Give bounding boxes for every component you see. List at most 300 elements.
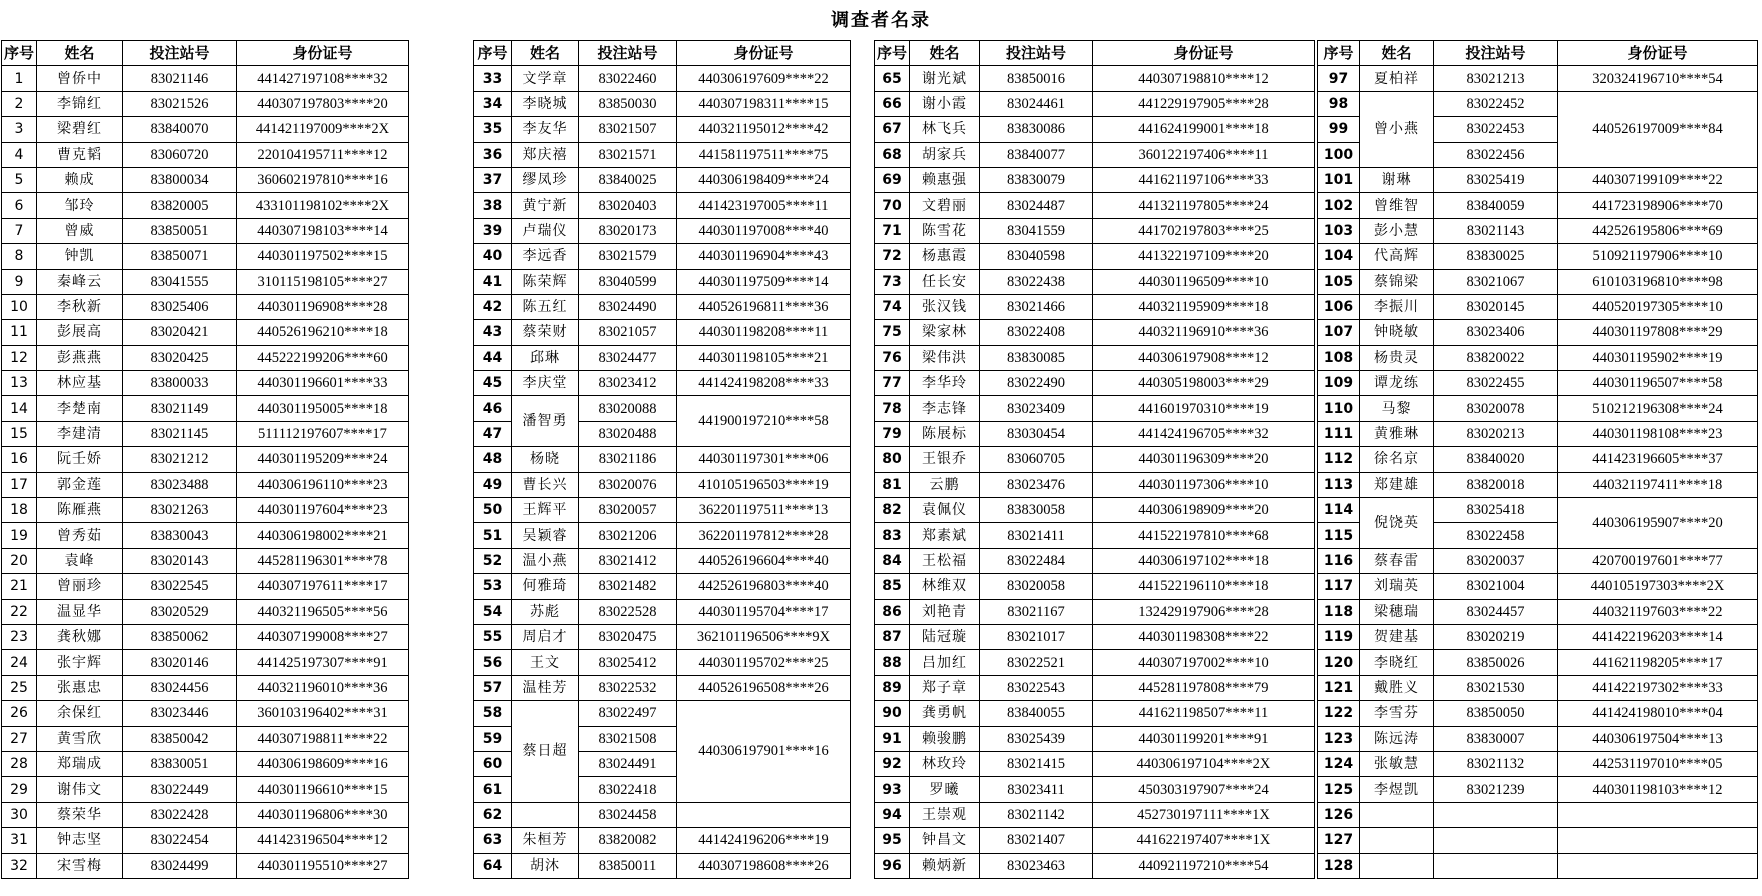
cell-seq: 87 [875,624,910,649]
cell-seq: 104 [1318,244,1360,269]
cell-id-number: 440307198811****22 [237,726,409,751]
cell-station: 83840077 [980,142,1093,167]
cell-name: 黄雪欣 [37,726,123,751]
table-row [875,599,1315,624]
table-row [875,447,1315,472]
cell-seq: 37 [474,167,512,192]
table-row [875,624,1315,649]
cell-id-number: 440526196210****18 [237,320,409,345]
cell-name: 李志锋 [910,396,980,421]
cell-name: 张宇辉 [37,650,123,675]
table-row [2,294,409,319]
cell-seq: 80 [875,447,910,472]
table-row [875,167,1315,192]
cell-id-number: 220104195711****12 [237,142,409,167]
cell-id-number: 445281196301****78 [237,548,409,573]
cell-name [512,802,579,827]
cell-id-number: 441427197108****32 [237,66,409,91]
cell-station: 83850050 [1434,701,1558,726]
table-row [1318,91,1758,116]
cell-seq: 96 [875,853,910,878]
cell-seq: 94 [875,802,910,827]
cell-station: 83021143 [1434,218,1558,243]
table-row [474,802,851,827]
table-row [875,294,1315,319]
cell-name: 文学章 [512,66,579,91]
table-row [1318,447,1758,472]
cell-station: 83025412 [579,650,677,675]
cell-name: 龚勇帆 [910,701,980,726]
table-row [1318,244,1758,269]
cell-station: 83850016 [980,66,1093,91]
cell-seq: 16 [2,447,37,472]
table-row [2,167,409,192]
cell-id-number: 441425197307****91 [237,650,409,675]
cell-seq: 32 [2,853,37,878]
cell-station: 83024477 [579,345,677,370]
table-row [474,650,851,675]
cell-seq: 106 [1318,294,1360,319]
cell-name: 蔡春雷 [1360,548,1434,573]
cell-name: 李建清 [37,421,123,446]
cell-station: 83022484 [980,548,1093,573]
cell-name: 赖惠强 [910,167,980,192]
table-row [2,523,409,548]
cell-name: 余保红 [37,701,123,726]
cell-id-number: 441723198906****70 [1558,193,1758,218]
cell-seq: 25 [2,675,37,700]
table-row [875,218,1315,243]
cell-station: 83021526 [123,91,237,116]
cell-id-number: 440301195702****25 [677,650,851,675]
table-row [2,142,409,167]
cell-id-number: 441423197005****11 [677,193,851,218]
header-seq: 序号 [474,41,512,66]
cell-station: 83021212 [123,447,237,472]
cell-station: 83020145 [1434,294,1558,319]
cell-id-number: 440321196010****36 [237,675,409,700]
cell-id-number: 441322197109****20 [1093,244,1315,269]
cell-id-number: 440307198103****14 [237,218,409,243]
cell-seq: 52 [474,548,512,573]
cell-station: 83021482 [579,574,677,599]
cell-station: 83021412 [579,548,677,573]
cell-seq: 15 [2,421,37,446]
cell-station: 83020173 [579,218,677,243]
cell-station: 83023476 [980,472,1093,497]
cell-name: 赖成 [37,167,123,192]
cell-id-number: 441621198507****11 [1093,701,1315,726]
cell-name: 吕加红 [910,650,980,675]
cell-station [1434,853,1558,878]
cell-id-number: 510921197906****10 [1558,244,1758,269]
table-row [1318,701,1758,726]
table-row [1318,193,1758,218]
cell-name: 胡家兵 [910,142,980,167]
cell-seq: 108 [1318,345,1360,370]
cell-id-number: 440301198105****21 [677,345,851,370]
cell-seq: 73 [875,269,910,294]
table-row [474,548,851,573]
cell-seq: 14 [2,396,37,421]
cell-station: 83020057 [579,498,677,523]
table-row [1318,650,1758,675]
table-row [875,802,1315,827]
cell-id-number: 440301196309****20 [1093,447,1315,472]
table-header-row [2,41,409,66]
cell-id-number: 441601970310****19 [1093,396,1315,421]
cell-station: 83850051 [123,218,237,243]
cell-id-number: 440301197509****14 [677,269,851,294]
table-row [474,574,851,599]
cell-name: 曾丽珍 [37,574,123,599]
cell-station: 83830058 [980,498,1093,523]
cell-name: 徐名京 [1360,447,1434,472]
cell-name: 王辉平 [512,498,579,523]
cell-station: 83840025 [579,167,677,192]
table-row [474,117,851,142]
cell-id-number: 440301197604****23 [237,498,409,523]
cell-station: 83021142 [980,802,1093,827]
cell-name: 陆冠璇 [910,624,980,649]
cell-id-number: 360602197810****16 [237,167,409,192]
cell-station: 83023446 [123,701,237,726]
cell-station: 83023406 [1434,320,1558,345]
table-row [1318,624,1758,649]
table-row [474,472,851,497]
table-row [875,498,1315,523]
cell-station: 83021067 [1434,269,1558,294]
cell-name: 谢光斌 [910,66,980,91]
cell-station: 83023409 [980,396,1093,421]
cell-id-number: 442526195806****69 [1558,218,1758,243]
cell-seq: 128 [1318,853,1360,878]
table-row [1318,218,1758,243]
cell-station: 83020421 [123,320,237,345]
cell-station: 83820082 [579,828,677,853]
table-row [2,447,409,472]
cell-station: 83850042 [123,726,237,751]
cell-seq: 121 [1318,675,1360,700]
cell-id-number: 440301195704****17 [677,599,851,624]
cell-id-number: 440306198409****24 [677,167,851,192]
cell-seq: 51 [474,523,512,548]
cell-station: 83020088 [579,396,677,421]
cell-station: 83024456 [123,675,237,700]
cell-seq: 100 [1318,142,1360,167]
cell-name: 林应基 [37,371,123,396]
cell-name: 梁穗瑞 [1360,599,1434,624]
cell-name: 李晓红 [1360,650,1434,675]
table-row [875,142,1315,167]
header-name: 姓名 [1360,41,1434,66]
cell-station: 83023412 [579,371,677,396]
cell-name: 王文 [512,650,579,675]
cell-seq: 20 [2,548,37,573]
cell-seq: 71 [875,218,910,243]
cell-id-number: 440306197504****13 [1558,726,1758,751]
cell-station: 83022418 [579,777,677,802]
cell-name: 李远香 [512,244,579,269]
cell-station: 83820018 [1434,472,1558,497]
table-row [474,396,851,421]
cell-id-number: 440321196910****36 [1093,320,1315,345]
cell-station: 83850062 [123,624,237,649]
cell-name: 郑瑞成 [37,751,123,776]
cell-seq: 89 [875,675,910,700]
cell-id-number: 511112197607****17 [237,421,409,446]
header-id: 身份证号 [677,41,851,66]
cell-id-number: 440306195907****20 [1558,498,1758,549]
cell-id-number: 440321197603****22 [1558,599,1758,624]
cell-name: 曹长兴 [512,472,579,497]
table-row [474,218,851,243]
cell-id-number: 440301195902****19 [1558,345,1758,370]
cell-id-number: 440301198208****11 [677,320,851,345]
table-row [2,650,409,675]
cell-id-number: 441624199001****18 [1093,117,1315,142]
cell-name: 王松福 [910,548,980,573]
cell-name: 谢伟文 [37,777,123,802]
cell-name: 陈五红 [512,294,579,319]
cell-station: 83022449 [123,777,237,802]
table-row [875,523,1315,548]
cell-seq: 46 [474,396,512,421]
cell-seq: 22 [2,599,37,624]
cell-name: 李华玲 [910,371,980,396]
cell-seq: 123 [1318,726,1360,751]
cell-name: 陈荣辉 [512,269,579,294]
cell-name: 李雪芬 [1360,701,1434,726]
cell-seq: 97 [1318,66,1360,91]
table-row [1318,294,1758,319]
cell-seq: 63 [474,828,512,853]
cell-station: 83022528 [579,599,677,624]
cell-id-number: 362201197511****13 [677,498,851,523]
cell-station: 83800034 [123,167,237,192]
cell-station: 83023411 [980,777,1093,802]
cell-station: 83022456 [1434,142,1558,167]
cell-id-number: 440307199109****22 [1558,167,1758,192]
cell-seq: 55 [474,624,512,649]
cell-name: 郑庆禧 [512,142,579,167]
cell-station: 83022543 [980,675,1093,700]
cell-seq: 90 [875,701,910,726]
cell-id-number: 610103196810****98 [1558,269,1758,294]
cell-station: 83030454 [980,421,1093,446]
table-row [474,66,851,91]
cell-station: 83840055 [980,701,1093,726]
table-row [474,371,851,396]
cell-id-number: 441423196605****37 [1558,447,1758,472]
cell-name: 李晓城 [512,91,579,116]
cell-seq: 21 [2,574,37,599]
cell-seq: 69 [875,167,910,192]
cell-name: 钟昌文 [910,828,980,853]
cell-station: 83840059 [1434,193,1558,218]
table-row [2,777,409,802]
cell-id-number: 440307198608****26 [677,853,851,878]
cell-station: 83022497 [579,701,677,726]
cell-station: 83850026 [1434,650,1558,675]
cell-station: 83021145 [123,421,237,446]
table-row [2,472,409,497]
cell-seq: 26 [2,701,37,726]
cell-seq: 70 [875,193,910,218]
header-id: 身份证号 [237,41,409,66]
cell-id-number: 441421197009****2X [237,117,409,142]
cell-station: 83025419 [1434,167,1558,192]
table-row [875,726,1315,751]
cell-seq: 126 [1318,802,1360,827]
cell-station: 83024499 [123,853,237,878]
cell-name: 袁峰 [37,548,123,573]
cell-seq: 10 [2,294,37,319]
cell-id-number: 440301198108****23 [1558,421,1758,446]
cell-name: 任长安 [910,269,980,294]
cell-id-number: 450303197907****24 [1093,777,1315,802]
cell-name: 谢琳 [1360,167,1434,192]
cell-station: 83022532 [579,675,677,700]
cell-station: 83020078 [1434,396,1558,421]
cell-name: 秦峰云 [37,269,123,294]
cell-seq: 83 [875,523,910,548]
cell-seq: 23 [2,624,37,649]
cell-id-number: 440301197301****06 [677,447,851,472]
cell-id-number: 440307198311****15 [677,91,851,116]
cell-name: 倪饶英 [1360,498,1434,549]
cell-seq: 13 [2,371,37,396]
cell-station: 83830079 [980,167,1093,192]
cell-id-number: 441621197106****33 [1093,167,1315,192]
cell-name: 潘智勇 [512,396,579,447]
cell-seq: 47 [474,421,512,446]
cell-seq: 31 [2,828,37,853]
cell-name: 罗曦 [910,777,980,802]
cell-station: 83021017 [980,624,1093,649]
cell-id-number: 441702197803****25 [1093,218,1315,243]
cell-station: 83022490 [980,371,1093,396]
cell-station: 83021407 [980,828,1093,853]
cell-name: 李锦红 [37,91,123,116]
cell-name: 何雅琦 [512,574,579,599]
table-row [474,167,851,192]
cell-id-number: 440301197808****29 [1558,320,1758,345]
cell-seq: 34 [474,91,512,116]
cell-id-number: 441422196203****14 [1558,624,1758,649]
cell-id-number: 441424196705****32 [1093,421,1315,446]
cell-name: 卢瑞仪 [512,218,579,243]
cell-station: 83021004 [1434,574,1558,599]
cell-station: 83020488 [579,421,677,446]
cell-name: 张惠忠 [37,675,123,700]
cell-name: 云鹏 [910,472,980,497]
cell-name: 张敏慧 [1360,751,1434,776]
cell-station: 83041555 [123,269,237,294]
cell-name: 邹玲 [37,193,123,218]
table-row [474,193,851,218]
table-row [1318,751,1758,776]
cell-station: 83022438 [980,269,1093,294]
table-row [2,624,409,649]
cell-id-number: 440307197002****10 [1093,650,1315,675]
table-row [474,294,851,319]
cell-id-number: 440301199201****91 [1093,726,1315,751]
table-row [2,751,409,776]
cell-name: 缪凤珍 [512,167,579,192]
cell-id-number: 433101198102****2X [237,193,409,218]
table-row [875,675,1315,700]
table-row [875,701,1315,726]
cell-station: 83021239 [1434,777,1558,802]
cell-station: 83021186 [579,447,677,472]
table-row [2,320,409,345]
cell-name: 刘艳青 [910,599,980,624]
cell-station: 83022408 [980,320,1093,345]
cell-station: 83021507 [579,117,677,142]
cell-name: 陈雁燕 [37,498,123,523]
cell-id-number: 441422197302****33 [1558,675,1758,700]
table-row [2,66,409,91]
table-row [474,523,851,548]
cell-name: 林维双 [910,574,980,599]
cell-station: 83021571 [579,142,677,167]
cell-name: 钟凯 [37,244,123,269]
table-row [2,498,409,523]
cell-name: 夏柏祥 [1360,66,1434,91]
cell-station: 83020403 [579,193,677,218]
cell-id-number: 440306198002****21 [237,523,409,548]
cell-station: 83024458 [579,802,677,827]
cell-seq: 120 [1318,650,1360,675]
cell-station: 83840020 [1434,447,1558,472]
cell-seq: 67 [875,117,910,142]
cell-id-number: 440301195209****24 [237,447,409,472]
cell-station: 83830051 [123,751,237,776]
cell-name: 黄宁新 [512,193,579,218]
header-seq: 序号 [1318,41,1360,66]
header-seq: 序号 [2,41,37,66]
cell-seq: 56 [474,650,512,675]
cell-name: 蔡荣财 [512,320,579,345]
cell-station: 83021167 [980,599,1093,624]
cell-seq: 19 [2,523,37,548]
cell-seq: 114 [1318,498,1360,523]
table-row [2,828,409,853]
cell-id-number [1558,802,1758,827]
cell-seq: 29 [2,777,37,802]
cell-seq: 4 [2,142,37,167]
cell-station: 83024487 [980,193,1093,218]
cell-station: 83021415 [980,751,1093,776]
cell-id-number: 440306197908****12 [1093,345,1315,370]
cell-station: 83020475 [579,624,677,649]
cell-station: 83021411 [980,523,1093,548]
cell-id-number: 440301198103****12 [1558,777,1758,802]
cell-seq: 115 [1318,523,1360,548]
cell-id-number: 445222199206****60 [237,345,409,370]
cell-station: 83025406 [123,294,237,319]
table-row [1318,320,1758,345]
cell-station: 83021057 [579,320,677,345]
table-header-row [875,41,1315,66]
cell-id-number: 441424198208****33 [677,371,851,396]
cell-name: 朱桓芳 [512,828,579,853]
cell-station: 83021213 [1434,66,1558,91]
table-row [1318,371,1758,396]
table-row [474,244,851,269]
cell-station: 83040599 [579,269,677,294]
